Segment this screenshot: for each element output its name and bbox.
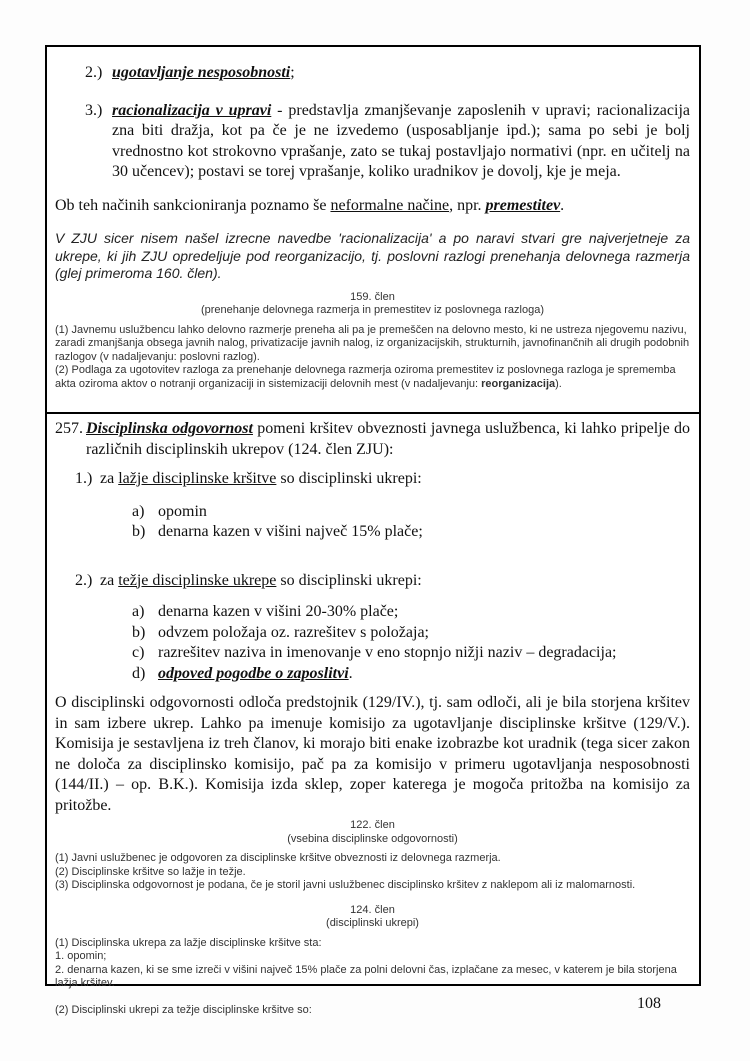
article-122-quote	[55, 819, 690, 893]
article-122-title: 122. člen	[350, 819, 395, 831]
paragraph-number: 257.	[55, 420, 83, 437]
article-159-paragraph-1: (1) Javnemu uslužbencu lahko delovno razmerje preneha ali pa je premeščen na delovno mesto, ki ne ustreza njegovemu nazivu, zaradi zmanjšanja obsega javnih nalog, privatizacije javnih nalog, iz organizacijskih, strukturnih, javnofinančnih ali drugih podobnih razlogov (v nadaljevanju: poslovni razlog).	[55, 323, 690, 363]
article-124-quote	[55, 904, 690, 1018]
list-number: 2.)	[75, 571, 93, 589]
list-item-2	[85, 63, 690, 84]
list-item-d	[132, 664, 690, 685]
list-header-text: so disciplinski ukrepi:	[276, 470, 422, 487]
list-item-a	[132, 502, 690, 523]
article-159-subtitle: (prenehanje delovnega razmerja in premestitev iz poslovnega razloga)	[200, 304, 545, 316]
item-letter: d)	[132, 664, 146, 682]
item-letter: b)	[132, 523, 146, 540]
term-lazje-krsitve: lažje disciplinske kršitve	[118, 470, 277, 487]
term-neformalne-nacine: neformalne načine	[330, 196, 450, 214]
item-text	[158, 664, 353, 685]
list-item-b	[132, 623, 690, 644]
term-premestitev: premestitev	[485, 196, 561, 214]
item-text: opomin	[158, 502, 207, 520]
list-1-header	[75, 469, 690, 490]
item-letter: c)	[132, 644, 145, 661]
article-124-line-4: (2) Disciplinski ukrepi za težje disciplinske kršitve so:	[55, 1003, 312, 1016]
heading-257	[55, 419, 690, 460]
list-item-3	[85, 101, 690, 183]
item-text: denarna kazen v višini največ 15% plače;	[158, 523, 423, 540]
list-item-suffix: ;	[290, 64, 295, 81]
paragraph-text: ).	[555, 377, 562, 390]
section-top	[47, 63, 699, 414]
item-text: odvzem položaja oz. razrešitev s položaja;	[158, 623, 429, 641]
article-159-text	[55, 324, 690, 392]
author-commentary-italic: V ZJU sicer nisem našel izrecne navedbe 'racionalizacija' a po naravi stvari gre najverjetneje za ukrepe, ki jih ZJU opredeljuje pod reorganizacijo, tj. poslovni razlogi prenehanja delovnega razmerja (glej primeroma 160. člen).	[55, 230, 690, 281]
sanctions-text: , npr.	[449, 196, 486, 214]
article-159-paragraph-2	[55, 364, 690, 391]
article-122-line-3: (3) Disciplinska odgovornost je podana, če je storil javni uslužbenec disciplinsko kršitev z naklepom ali iz malomarnosti.	[55, 879, 636, 891]
article-124-line-2: 1. opomin;	[55, 950, 107, 962]
item-letter: b)	[132, 623, 146, 641]
list-2-items	[55, 602, 690, 684]
paragraph-sanctions	[55, 196, 690, 217]
list-1-items	[55, 502, 690, 543]
term-tezje-ukrepi: težje disciplinske ukrepe	[118, 571, 277, 589]
list-number: 1.)	[75, 470, 93, 487]
list-header-text: za	[100, 470, 119, 487]
item-text: razrešitev naziva in imenovanje v eno stopnjo nižji naziv – degradacija;	[158, 644, 617, 661]
list-item-c	[132, 643, 690, 664]
article-124-line-3: 2. denarna kazen, ki se sme izreči v višini največ 15% plače za polni delovni čas, izplačane za mesec, v katerem je bila storjena lažja kršitev.	[55, 963, 677, 989]
article-124-title: 124. člen	[350, 903, 395, 916]
sanctions-text: .	[560, 196, 565, 214]
item-letter: a)	[132, 502, 145, 520]
list-item-b	[132, 522, 690, 543]
article-122-line-2: (2) Disciplinske kršitve so lažje in težje.	[55, 865, 246, 878]
article-124-line-1: (1) Disciplinska ukrepa za lažje disciplinske kršitve sta:	[55, 936, 322, 949]
sanctions-text: Ob teh načinih sankcioniranja poznamo še	[55, 196, 331, 214]
page-number: 108	[637, 995, 661, 1012]
item-suffix: .	[348, 664, 353, 682]
term-racionalizacija-v-upravi: racionalizacija v upravi	[112, 101, 272, 119]
article-124-subtitle: (disciplinski ukrepi)	[326, 917, 419, 929]
paragraph-text: (2) Podlaga za ugotovitev razloga za prenehanje delovnega razmerja oziroma premestitev iz poslovnega razloga je sprememba akta oziroma aktov o notranji organizaciji in sistemizaciji delovnih mest (v nadaljevanju:	[55, 364, 676, 390]
term-disciplinska-odgovornost: Disciplinska odgovornost	[86, 420, 253, 437]
list-item-a	[132, 602, 690, 623]
heading-text: pomeni kršitev obveznosti javnega uslužbenca, ki lahko pripelje do različnih disciplinskih ukrepov (124. člen ZJU):	[86, 420, 691, 458]
paragraph-disciplinary-commentary: O disciplinski odgovornosti odloča predstojnik (129/IV.), tj. sam odloči, ali je bila storjena kršitev in sam izbere ukrep. Lahko pa imenuje komisijo za ugotavljanje disciplinske kršitve (129/V.). Komisija je sestavljena iz treh članov, ki morajo biti enake izobrazbe kot uradnik (tega sicer zakon ne določa za disciplinsko komisijo, pač pa za komisijo v primeru ugotavljanja nesposobnosti (144/II.) – op. B.K.). Komisija izda sklep, zoper katerega je mogoča pritožba na komisijo za pritožbe.	[55, 694, 690, 814]
term-odpoved-pogodbe: odpoved pogodbe o zaposlitvi	[158, 664, 349, 682]
term-ugotavljanje-nesposobnosti: ugotavljanje nesposobnosti	[112, 64, 291, 81]
list-header-text: so disciplinski ukrepi:	[276, 571, 422, 589]
article-122-subtitle: (vsebina disciplinske odgovornosti)	[287, 832, 458, 845]
article-124-text	[55, 937, 690, 1018]
section-main	[47, 419, 699, 1016]
list-item-text: - predstavlja zmanjševanje zaposlenih v upravi; racionalizacija zna biti dražja, kot pa če je ne izvedemo (usposabljanje ipd.); sama po sebi je bolj vrednostno kot strokovno vprašanje, zato se tukaj postavljajo normativi (npr. en učitelj na 30 učencev); postavi se torej vprašanje, koliko uradnikov je dovolj, kje je meja.	[112, 101, 690, 180]
term-reorganizacija: reorganizacija	[481, 377, 556, 390]
list-item-number: 2.)	[85, 64, 103, 81]
list-item-number: 3.)	[85, 101, 103, 119]
list-2-header	[75, 571, 690, 592]
article-122-line-1: (1) Javni uslužbenec je odgovoren za disciplinske kršitve obveznosti iz delovnega razmerja.	[55, 852, 501, 864]
article-122-text	[55, 852, 690, 893]
item-text: denarna kazen v višini 20-30% plače;	[158, 603, 399, 620]
article-159-title: 159. člen	[350, 290, 395, 303]
list-header-text: za	[100, 571, 119, 589]
item-letter: a)	[132, 603, 145, 620]
